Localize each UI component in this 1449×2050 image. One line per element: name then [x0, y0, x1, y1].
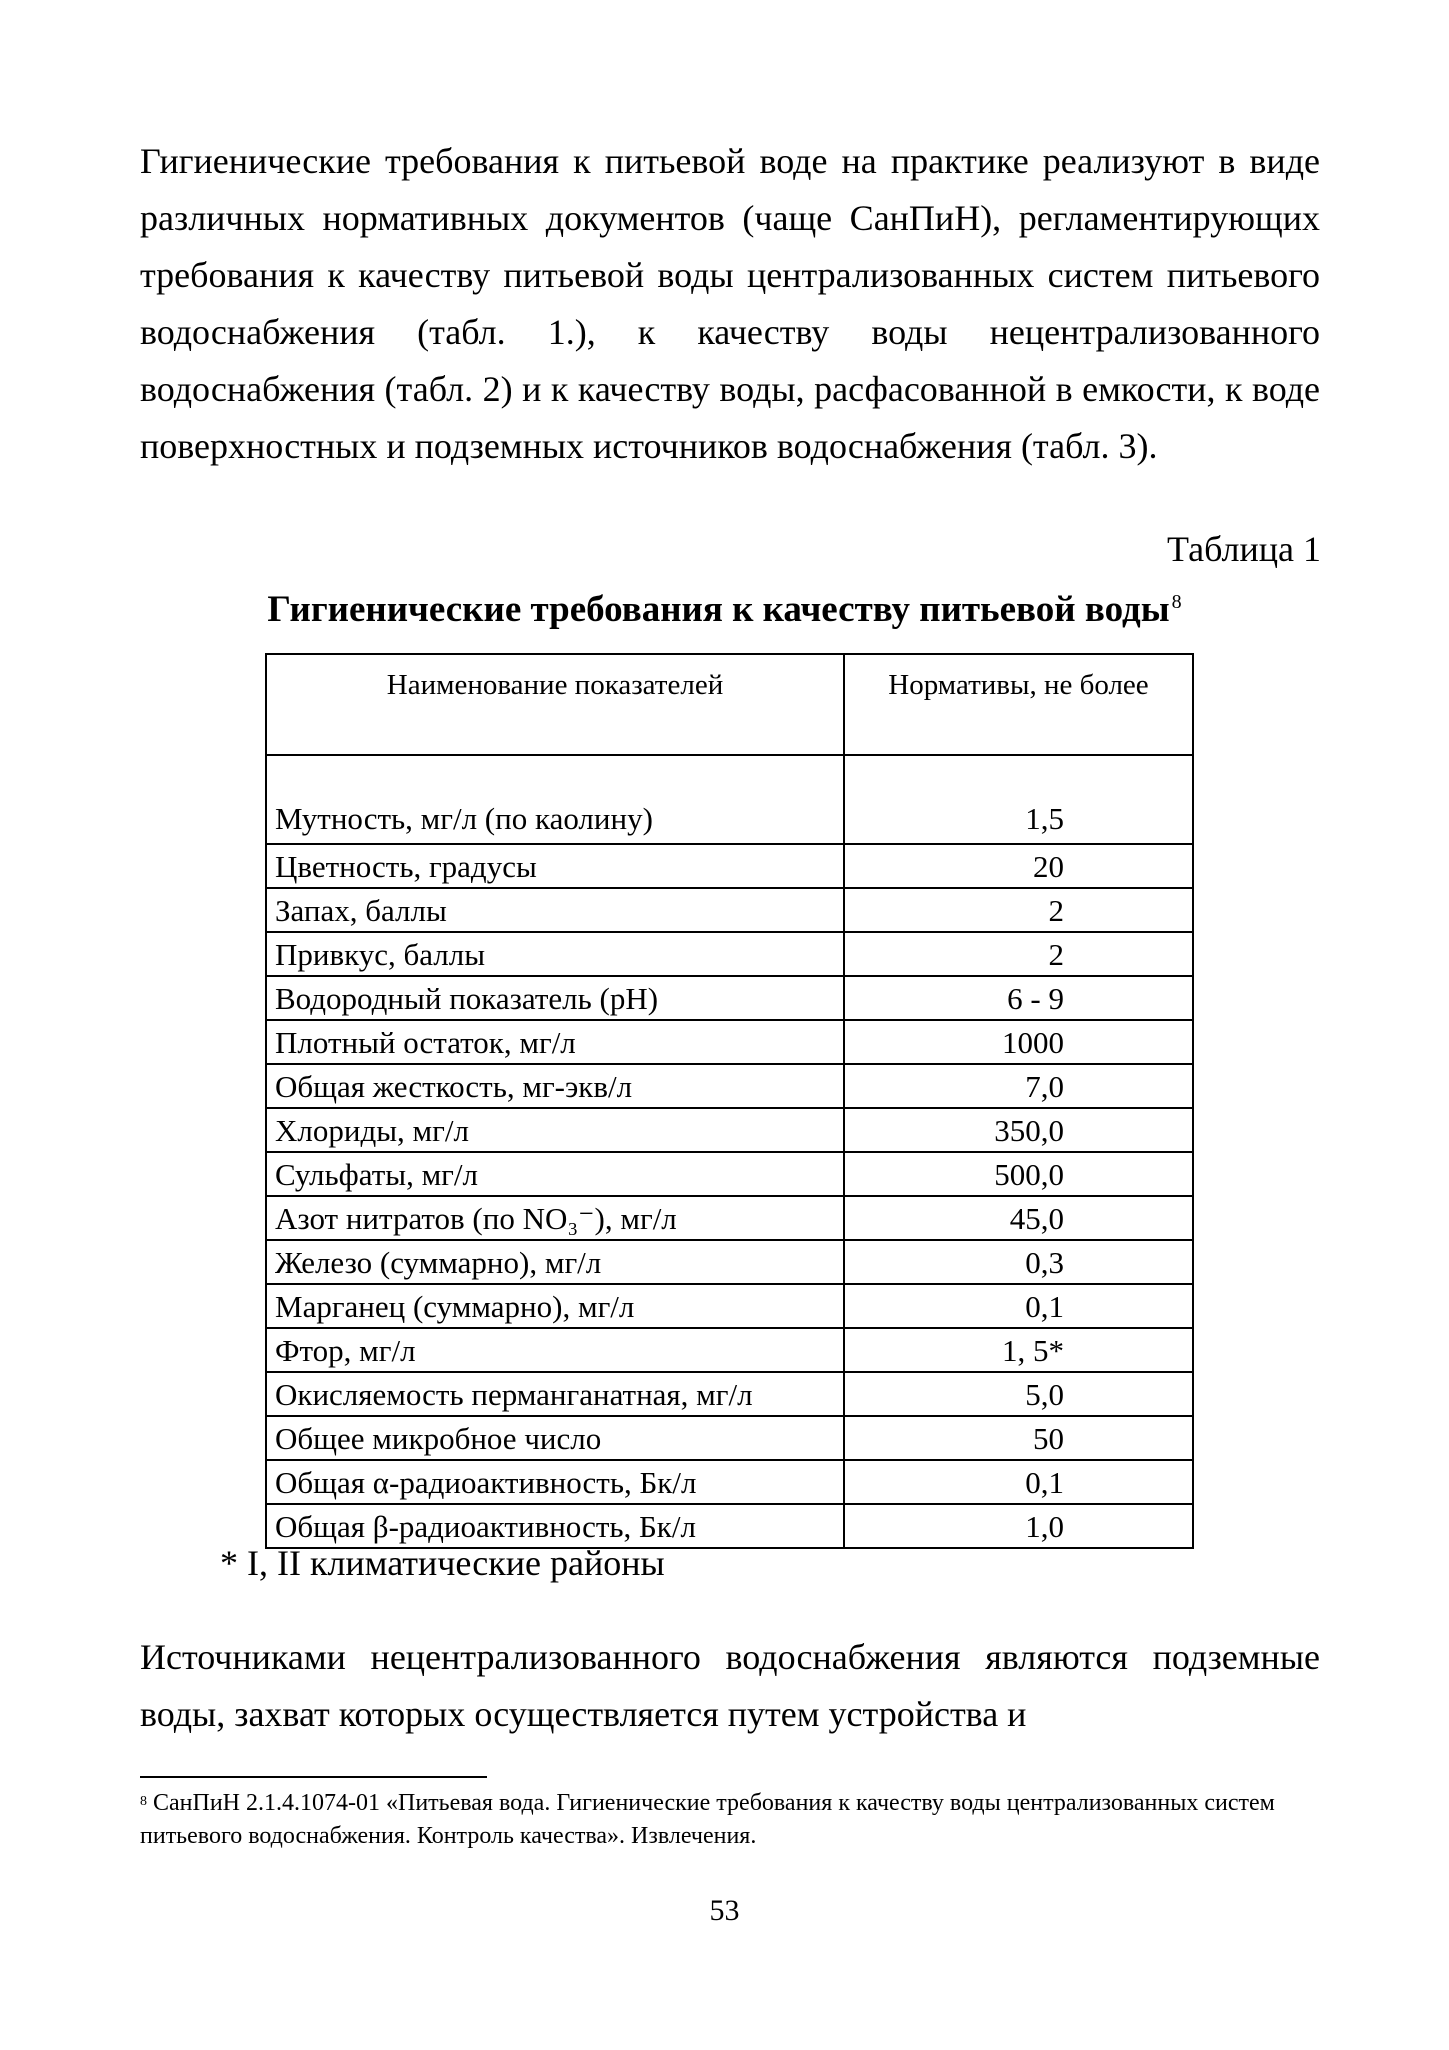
norm-value-cell: 50	[844, 1416, 1193, 1460]
norm-value-cell: 1000	[844, 1020, 1193, 1064]
table-row	[266, 1064, 1193, 1108]
footnote-marker: 8	[140, 1794, 147, 1809]
table-body	[266, 755, 1193, 1548]
table-row	[266, 976, 1193, 1020]
indicator-cell: Железо (суммарно), мг/л	[266, 1240, 844, 1284]
indicator-cell: Фтор, мг/л	[266, 1328, 844, 1372]
table-row	[266, 1196, 1193, 1240]
norm-value-cell: 0,1	[844, 1284, 1193, 1328]
norm-value-cell: 500,0	[844, 1152, 1193, 1196]
indicator-cell: Запах, баллы	[266, 888, 844, 932]
table-row	[266, 1372, 1193, 1416]
indicator-cell: Азот нитратов (по NO₃⁻), мг/л	[266, 1196, 844, 1240]
indicator-cell: Сульфаты, мг/л	[266, 1152, 844, 1196]
indicator-cell: Цветность, градусы	[266, 844, 844, 888]
norm-value-cell: 350,0	[844, 1108, 1193, 1152]
norm-value-cell: 1,5	[844, 755, 1193, 844]
table-row	[266, 1152, 1193, 1196]
indicator-cell: Плотный остаток, мг/л	[266, 1020, 844, 1064]
norm-value-cell: 20	[844, 844, 1193, 888]
table-header-row	[266, 654, 1193, 755]
norm-value-cell: 1,0	[844, 1504, 1193, 1548]
indicator-cell: Водородный показатель (pH)	[266, 976, 844, 1020]
column-header-norm: Нормативы, не более	[844, 654, 1193, 755]
table-label: Таблица 1	[1167, 529, 1321, 569]
table-row	[266, 888, 1193, 932]
table-note: * I, II климатические районы	[220, 1543, 665, 1583]
norm-value-cell: 7,0	[844, 1064, 1193, 1108]
indicator-cell: Общее микробное число	[266, 1416, 844, 1460]
indicator-cell: Мутность, мг/л (по каолину)	[266, 755, 844, 844]
norm-value-cell: 5,0	[844, 1372, 1193, 1416]
indicator-cell: Марганец (суммарно), мг/л	[266, 1284, 844, 1328]
table-title	[0, 588, 1449, 632]
table-row	[266, 844, 1193, 888]
table-row	[266, 932, 1193, 976]
table-row	[266, 1328, 1193, 1372]
page-number: 53	[709, 1894, 740, 1927]
norm-value-cell: 2	[844, 888, 1193, 932]
norm-value-cell: 0,3	[844, 1240, 1193, 1284]
column-header-indicator: Наименование показателей	[266, 654, 844, 755]
footnote-divider	[140, 1776, 487, 1778]
indicator-cell: Хлориды, мг/л	[266, 1108, 844, 1152]
table-row	[266, 1460, 1193, 1504]
indicator-cell: Окисляемость перманганатная, мг/л	[266, 1372, 844, 1416]
norm-value-cell: 2	[844, 932, 1193, 976]
footnote-text: СанПиН 2.1.4.1074-01 «Питьевая вода. Гигиенические требования к качеству воды централизованных систем питьевого водоснабжения. Контроль качества». Извлечения.	[140, 1790, 1275, 1849]
footnote-reference: 8	[1171, 591, 1182, 613]
outro-paragraph: Источниками нецентрализованного водоснабжения являются подземные воды, захват которых осуществляется путем устройства и	[140, 1637, 1320, 1734]
table-row	[266, 755, 1193, 844]
indicator-cell: Привкус, баллы	[266, 932, 844, 976]
norm-value-cell: 45,0	[844, 1196, 1193, 1240]
indicator-cell: Общая β-радиоактивность, Бк/л	[266, 1504, 844, 1548]
indicator-cell: Общая жесткость, мг-экв/л	[266, 1064, 844, 1108]
table-row	[266, 1020, 1193, 1064]
footnote	[140, 1787, 1320, 1853]
norm-value-cell: 0,1	[844, 1460, 1193, 1504]
indicator-cell: Общая α-радиоактивность, Бк/л	[266, 1460, 844, 1504]
table-row	[266, 1416, 1193, 1460]
table-row	[266, 1284, 1193, 1328]
table-row	[266, 1240, 1193, 1284]
intro-paragraph: Гигиенические требования к питьевой воде на практике реализуют в виде различных нормативных документов (чаще СанПиН), регламентирующих требования к качеству питьевой воды централизованных систем питьевого водоснабжения (табл. 1.), к качеству воды нецентрализованного водоснабжения (табл. 2) и к качеству воды, расфасованной в емкости, к воде поверхностных и подземных источников водоснабжения (табл. 3).	[140, 141, 1320, 466]
table-title-text: Гигиенические требования к качеству питьевой воды	[267, 589, 1170, 630]
norm-value-cell: 6 - 9	[844, 976, 1193, 1020]
norms-table	[265, 653, 1194, 1549]
norm-value-cell: 1, 5*	[844, 1328, 1193, 1372]
table-row	[266, 1108, 1193, 1152]
